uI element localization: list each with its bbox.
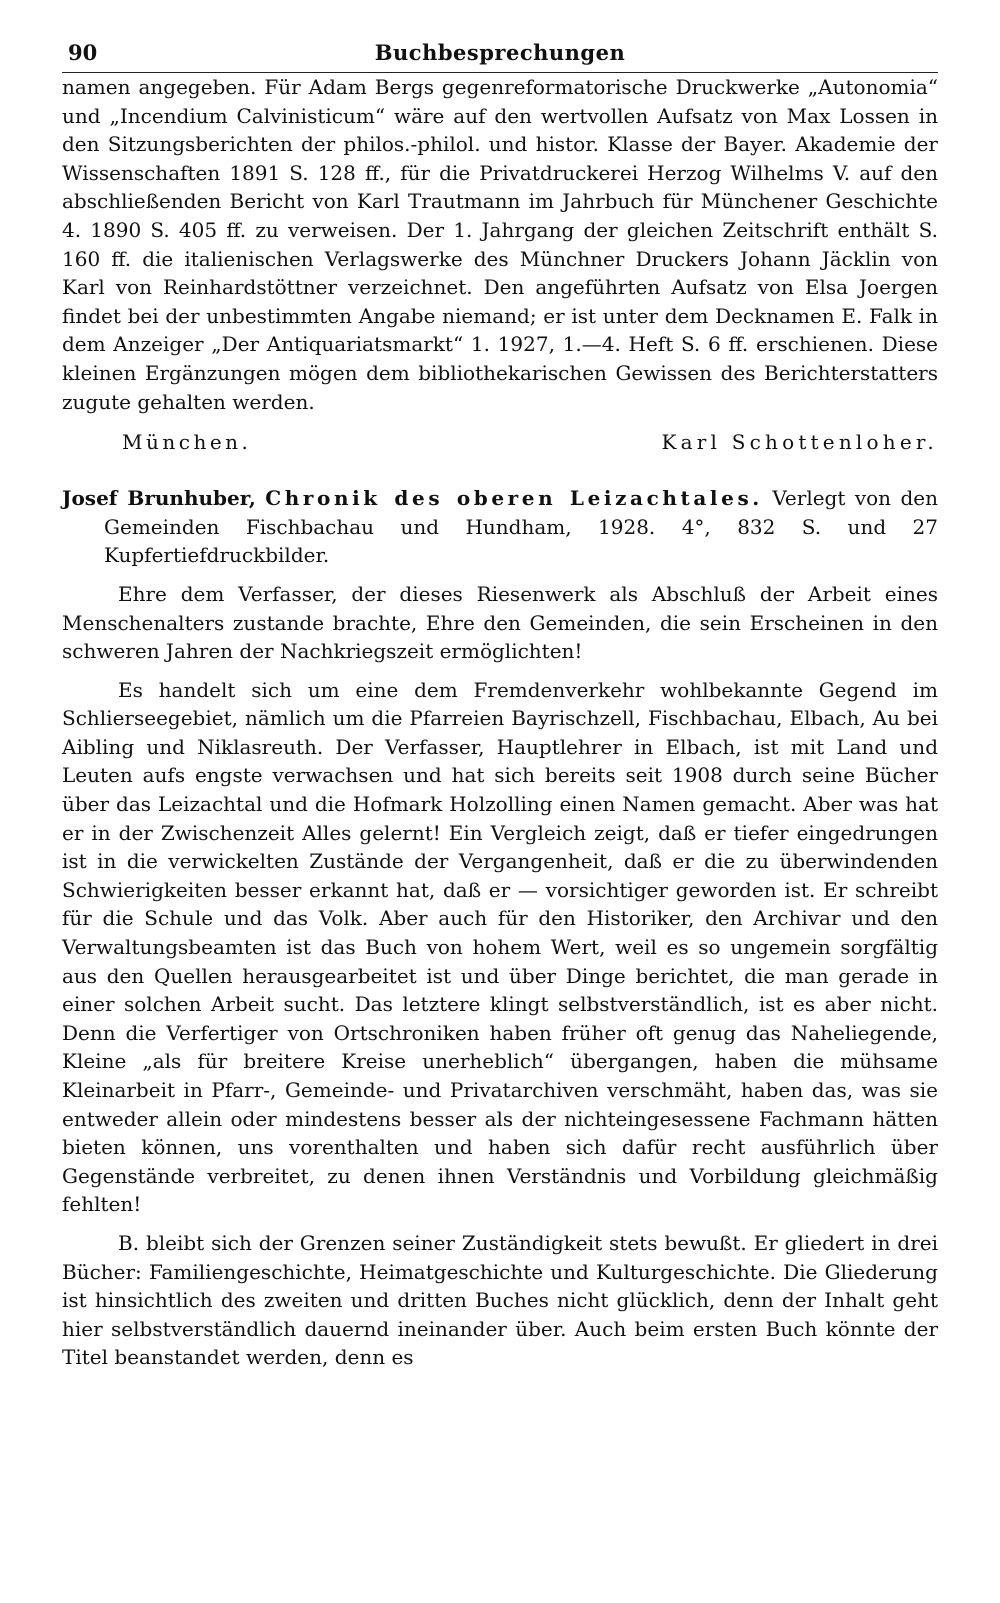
running-head	[62, 38, 938, 73]
review-author: Josef Brunhuber,	[62, 486, 256, 511]
review-signature	[62, 428, 938, 462]
review-body	[62, 580, 938, 1372]
review-heading	[62, 484, 938, 570]
review-publication: Verlegt von den Gemeinden Fischbachau und Hundham, 1928. 4°, 832 S. und 27 Kupfertiefdruckbilder.	[104, 486, 938, 568]
header-title: Buchbesprechungen	[374, 40, 626, 65]
signature-author: Karl Schottenloher.	[661, 430, 938, 455]
previous-review	[62, 73, 938, 416]
review-paragraph-3: B. bleibt sich der Grenzen seiner Zuständigkeit stets bewußt. Er gliedert in drei Bücher: Familiengeschichte, Heimatgeschichte und Kulturgeschichte. Die Gliederung ist hinsichtlich des zweiten und dritten Buches nicht glücklich, denn der Inhalt geht hier selbstverständlich dauernd ineinander über. Auch beim ersten Buch könnte der Titel beanstandet werden, denn es	[62, 1230, 938, 1370]
review-title: Chronik des oberen Leizachtales.	[265, 486, 763, 511]
page-number: 90	[68, 40, 98, 65]
signature-place: München.	[122, 430, 252, 455]
book-page	[62, 38, 938, 1372]
review-paragraph-1: Ehre dem Verfasser, der dieses Riesenwerk als Abschluß der Arbeit eines Menschenalters zustande brachte, Ehre den Gemeinden, die sein Erscheinen in den schweren Jahren der Nachkriegszeit ermöglichten!	[62, 581, 938, 664]
previous-review-paragraph: namen angegeben. Für Adam Bergs gegenreformatorische Druckwerke „Autonomia“ und „Incendium Calvinisticum“ wäre auf den wertvollen Aufsatz von Max Lossen in den Sitzungsberichten der philos.-philol. und histor. Klasse der Bayer. Akademie der Wissenschaften 1891 S. 128 ff., für die Privatdruckerei Herzog Wilhelms V. auf den abschließenden Bericht von Karl Trautmann im Jahrbuch für Münchener Geschichte 4. 1890 S. 405 ff. zu verweisen. Der 1. Jahrgang der gleichen Zeitschrift enthält S. 160 ff. die italienischen Verlagswerke des Münchner Druckers Johann Jäcklin von Karl von Reinhardstöttner verzeichnet. Den angeführten Aufsatz von Elsa Joergen findet bei der unbestimmten Angabe niemand; er ist unter dem Decknamen E. Falk in dem Anzeiger „Der Antiquariatsmarkt“ 1. 1927, 1.—4. Heft S. 6 ff. erschienen. Diese kleinen Ergänzungen mögen dem bibliothekarischen Gewissen des Berichterstatters zugute gehalten werden.	[62, 75, 938, 414]
review-paragraph-2: Es handelt sich um eine dem Fremdenverkehr wohlbekannte Gegend im Schlierseegebiet, nämlich um die Pfarreien Bayrischzell, Fischbachau, Elbach, Au bei Aibling und Niklasreuth. Der Verfasser, Hauptlehrer in Elbach, ist mit Land und Leuten aufs engste verwachsen und hat sich bereits seit 1908 durch seine Bücher über das Leizachtal und die Hofmark Holzolling einen Namen gemacht. Aber was hat er in der Zwischenzeit Alles gelernt! Ein Vergleich zeigt, daß er tiefer eingedrungen ist in die verwickelten Zustände der Vergangenheit, daß er die zu überwindenden Schwierigkeiten besser erkannt hat, daß er — vorsichtiger geworden ist. Er schreibt für die Schule und das Volk. Aber auch für den Historiker, den Archivar und den Verwaltungsbeamten ist das Buch von hohem Wert, weil es so ungemein sorgfältig aus den Quellen herausgearbeitet ist und über Dinge berichtet, die man gerade in einer solchen Arbeit sucht. Das letztere klingt selbstverständlich, ist es aber nicht. Denn die Verfertiger von Ortschroniken haben früher oft genug das Naheliegende, Kleine „als für breitere Kreise unerheblich“ übergangen, haben die mühsame Kleinarbeit in Pfarr-, Gemeinde- und Privatarchiven verschmäht, haben das, was sie entweder allein oder mindestens besser als der nichteingesessene Fachmann hätten bieten können, uns vorenthalten und haben sich dafür recht ausführlich über Gegenstände verbreitet, zu denen ihnen Verständnis und Vorbildung gleichmäßig fehlten!	[62, 677, 938, 1217]
